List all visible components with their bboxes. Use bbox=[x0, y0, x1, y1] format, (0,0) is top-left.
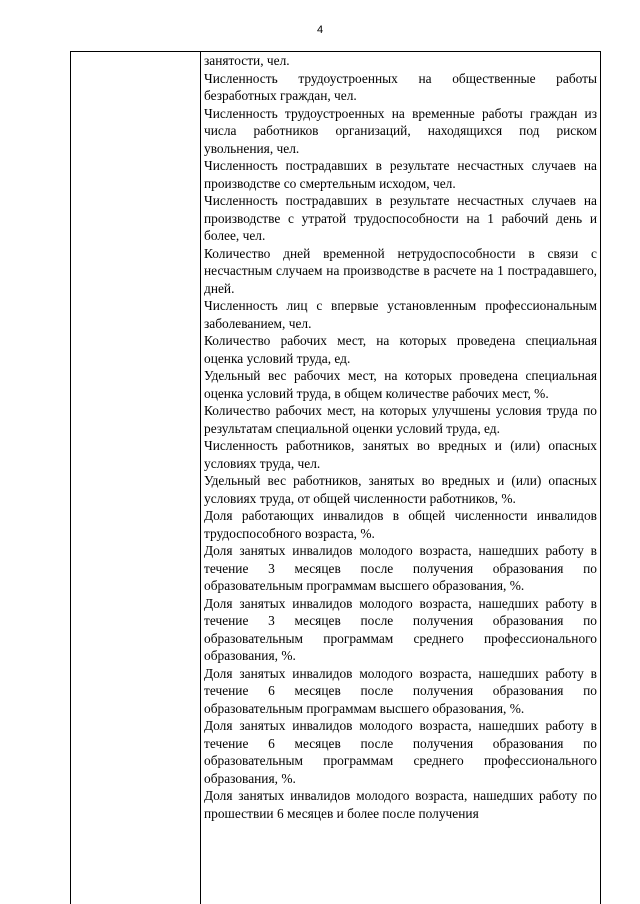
indicator-item: Количество рабочих мест, на которых улучшены условия труда по результатам специальной оценки условий труда, ед. bbox=[204, 403, 597, 436]
indicator-item: Численность работников, занятых во вредных и (или) опасных условиях труда, чел. bbox=[204, 438, 597, 471]
indicator-item: Численность пострадавших в результате несчастных случаев на производстве со смертельным исходом, чел. bbox=[204, 158, 597, 191]
page-number: 4 bbox=[316, 24, 324, 36]
indicator-item: Численность лиц с впервые установленным профессиональным заболеванием, чел. bbox=[204, 298, 597, 331]
indicator-item: занятости, чел. bbox=[204, 53, 290, 68]
indicator-item: Доля занятых инвалидов молодого возраста, нашедших работу в течение 6 месяцев после получения образования по образовательным программам среднего профессионального образования, %. bbox=[204, 718, 597, 786]
column-divider bbox=[200, 52, 201, 904]
indicator-item: Доля работающих инвалидов в общей численности инвалидов трудоспособного возраста, %. bbox=[204, 508, 597, 541]
indicators-list bbox=[204, 52, 597, 822]
indicator-item: Количество дней временной нетрудоспособности в связи с несчастным случаем на производстве в расчете на 1 пострадавшего, дней. bbox=[204, 245, 597, 296]
indicator-item: Доля занятых инвалидов молодого возраста, нашедших работу по прошествии 6 месяцев и более после получения bbox=[204, 788, 597, 821]
indicator-item: Доля занятых инвалидов молодого возраста, нашедших работу в течение 6 месяцев после получения образования по образовательным программам высшего образования, %. bbox=[204, 665, 597, 716]
indicator-item: Численность трудоустроенных на временные работы граждан из числа работников организаций, находящихся под риском увольнения, чел. bbox=[204, 105, 597, 156]
indicator-item: Удельный вес рабочих мест, на которых проведена специальная оценка условий труда, в общем количестве рабочих мест, %. bbox=[204, 368, 597, 401]
indicator-item: Доля занятых инвалидов молодого возраста, нашедших работу в течение 3 месяцев после получения образования по образовательным программам среднего профессионального образования, %. bbox=[204, 595, 597, 663]
indicator-item: Количество рабочих мест, на которых проведена специальная оценка условий труда, ед. bbox=[204, 333, 597, 366]
indicators-table bbox=[70, 51, 601, 904]
indicator-item: Доля занятых инвалидов молодого возраста, нашедших работу в течение 3 месяцев после получения образования по образовательным программам высшего образования, %. bbox=[204, 543, 597, 593]
indicator-item: Удельный вес работников, занятых во вредных и (или) опасных условиях труда, от общей численности работников, %. bbox=[204, 473, 597, 506]
left-column-cell bbox=[71, 52, 200, 904]
indicator-item: Численность пострадавших в результате несчастных случаев на производстве с утратой трудоспособности на 1 рабочий день и более, чел. bbox=[204, 193, 597, 243]
indicator-item: Численность трудоустроенных на общественные работы безработных граждан, чел. bbox=[204, 70, 597, 103]
